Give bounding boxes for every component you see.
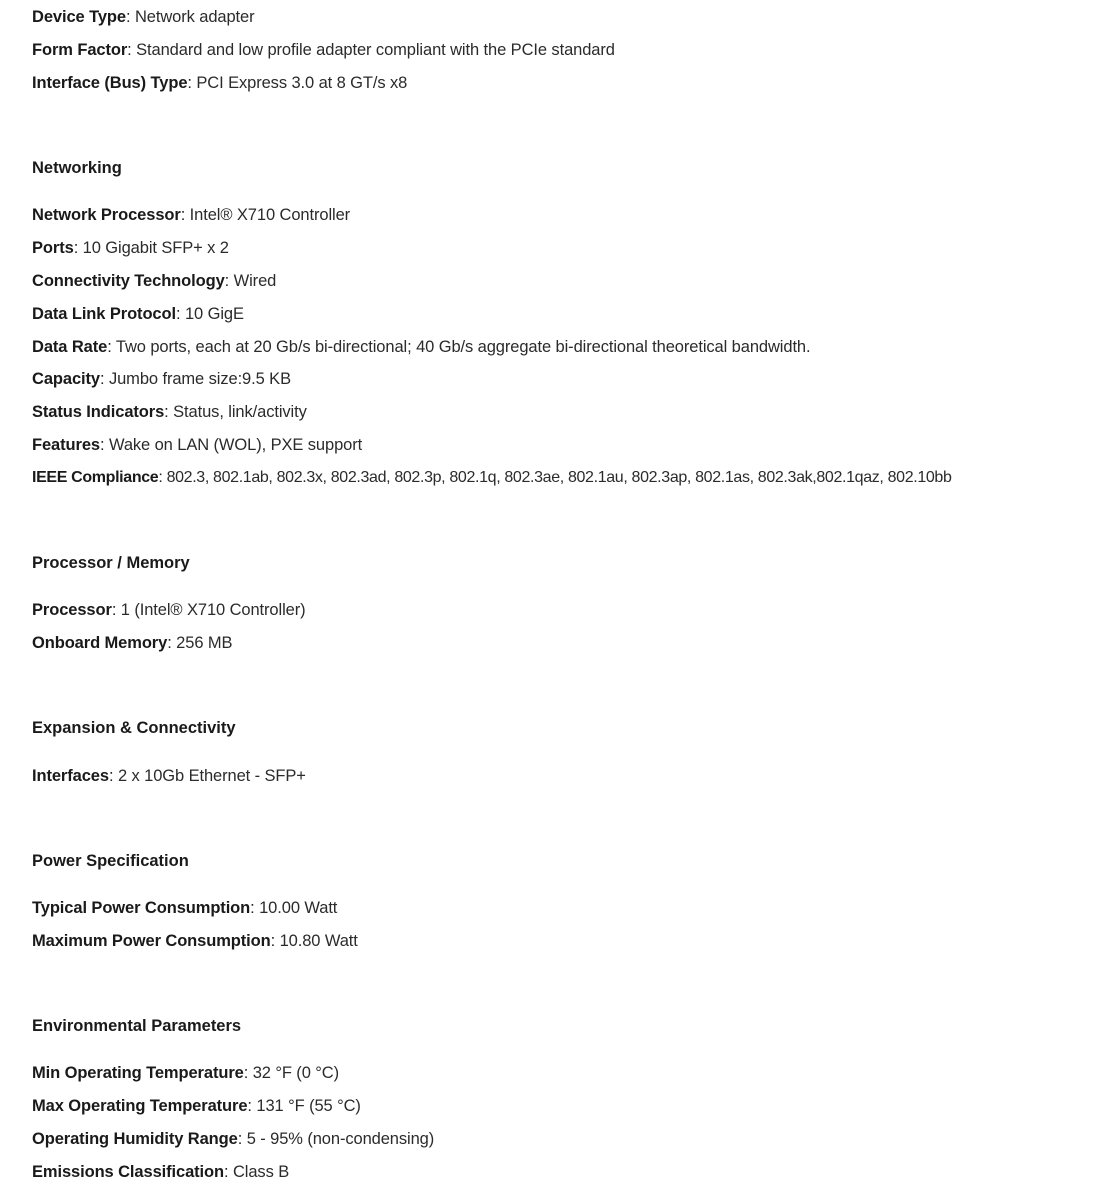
spec-label: Emissions Classification: [32, 1163, 224, 1181]
spec-separator: :: [243, 1064, 253, 1082]
spec-row-network-processor: [32, 204, 350, 226]
spec-separator: :: [158, 469, 167, 486]
spec-label: Processor: [32, 601, 112, 619]
spec-row-min-operating-temperature: [32, 1062, 339, 1084]
spec-value: 10.00 Watt: [259, 899, 338, 917]
spec-row-emissions-classification: [32, 1161, 289, 1183]
spec-label: Typical Power Consumption: [32, 899, 251, 917]
spec-value: Wake on LAN (WOL), PXE support: [108, 436, 363, 454]
spec-separator: :: [107, 338, 116, 356]
spec-row-operating-humidity-range: [32, 1128, 434, 1150]
spec-label: Status Indicators: [32, 403, 165, 421]
spec-row-typical-power: [32, 897, 337, 919]
spec-label: Connectivity Technology: [32, 272, 225, 290]
spec-value: 131 °F (55 °C): [256, 1097, 361, 1115]
spec-value: PCI Express 3.0 at 8 GT/s x8: [196, 74, 408, 92]
spec-separator: :: [224, 272, 234, 290]
spec-separator: :: [164, 403, 174, 421]
spec-label: Device Type: [32, 8, 126, 26]
spec-value: 5 - 95% (non-condensing): [246, 1130, 435, 1148]
spec-separator: :: [99, 436, 109, 454]
spec-row-ports: [32, 237, 229, 259]
section-heading-expansion-connectivity: Expansion & Connectivity: [32, 719, 236, 737]
spec-label: Onboard Memory: [32, 634, 168, 652]
spec-row-features: [32, 434, 362, 456]
spec-value: Network adapter: [134, 8, 255, 26]
spec-row-status-indicators: [32, 401, 307, 423]
spec-row-device-type: [32, 6, 255, 28]
spec-value: 10 Gigabit SFP+ x 2: [82, 239, 229, 257]
spec-value: Wired: [233, 272, 277, 290]
spec-label: Min Operating Temperature: [32, 1064, 244, 1082]
section-heading-power-specification: Power Specification: [32, 852, 189, 870]
spec-label: Form Factor: [32, 41, 128, 59]
spec-value: Two ports, each at 20 Gb/s bi-directional; 40 Gb/s aggregate bi-directional theoretical bandwidth.: [115, 338, 811, 356]
spec-separator: :: [270, 932, 280, 950]
spec-value: 256 MB: [176, 634, 233, 652]
spec-separator: :: [125, 8, 135, 26]
spec-row-ieee-compliance: [32, 467, 952, 489]
spec-row-processor: [32, 599, 306, 621]
spec-value: 10.80 Watt: [279, 932, 358, 950]
spec-label: IEEE Compliance: [32, 469, 159, 486]
spec-row-maximum-power: [32, 930, 358, 952]
spec-separator: :: [180, 206, 190, 224]
spec-label: Data Link Protocol: [32, 305, 176, 323]
section-heading-networking: Networking: [32, 159, 122, 177]
spec-label: Max Operating Temperature: [32, 1097, 248, 1115]
spec-row-interfaces: [32, 765, 306, 787]
spec-value: 10 GigE: [184, 305, 244, 323]
spec-value: 2 x 10Gb Ethernet - SFP+: [117, 767, 306, 785]
spec-label: Features: [32, 436, 100, 454]
spec-separator: :: [127, 41, 137, 59]
spec-label: Interface (Bus) Type: [32, 74, 188, 92]
spec-label: Data Rate: [32, 338, 108, 356]
spec-separator: :: [237, 1130, 247, 1148]
section-heading-environmental-parameters: Environmental Parameters: [32, 1017, 242, 1035]
spec-separator: :: [250, 899, 260, 917]
spec-label: Ports: [32, 239, 74, 257]
spec-separator: :: [224, 1163, 233, 1181]
spec-row-interface-type: [32, 72, 407, 94]
spec-value: 1 (Intel® X710 Controller): [120, 601, 306, 619]
spec-value: Standard and low profile adapter compliant with the PCIe standard: [136, 41, 615, 59]
spec-row-connectivity-technology: [32, 270, 276, 292]
spec-separator: :: [99, 370, 109, 388]
spec-value: 32 °F (0 °C): [252, 1064, 339, 1082]
spec-separator: :: [167, 634, 177, 652]
spec-row-capacity: [32, 368, 291, 390]
spec-label: Interfaces: [32, 767, 109, 785]
spec-separator: :: [187, 74, 197, 92]
spec-value: Intel® X710 Controller: [189, 206, 351, 224]
spec-row-max-operating-temperature: [32, 1095, 361, 1117]
spec-label: Capacity: [32, 370, 100, 388]
spec-label: Maximum Power Consumption: [32, 932, 271, 950]
spec-value: Jumbo frame size:9.5 KB: [108, 370, 291, 388]
spec-separator: :: [108, 767, 118, 785]
spec-row-form-factor: [32, 39, 615, 61]
section-heading-processor-memory: Processor / Memory: [32, 554, 190, 572]
spec-separator: :: [247, 1097, 257, 1115]
spec-label: Network Processor: [32, 206, 181, 224]
spec-separator: :: [73, 239, 83, 257]
spec-row-onboard-memory: [32, 632, 232, 654]
spec-separator: :: [111, 601, 121, 619]
spec-row-data-link-protocol: [32, 303, 244, 325]
spec-separator: :: [175, 305, 185, 323]
spec-value: 802.3, 802.1ab, 802.3x, 802.3ad, 802.3p, 802.1q, 802.3ae, 802.1au, 802.3ap, 802.1as, 802.3ak,802.1qaz, 802.10bb: [166, 469, 952, 486]
spec-label: Operating Humidity Range: [32, 1130, 238, 1148]
spec-row-data-rate: [32, 336, 811, 358]
spec-value: Status, link/activity: [173, 403, 307, 421]
spec-value: Class B: [232, 1163, 290, 1181]
